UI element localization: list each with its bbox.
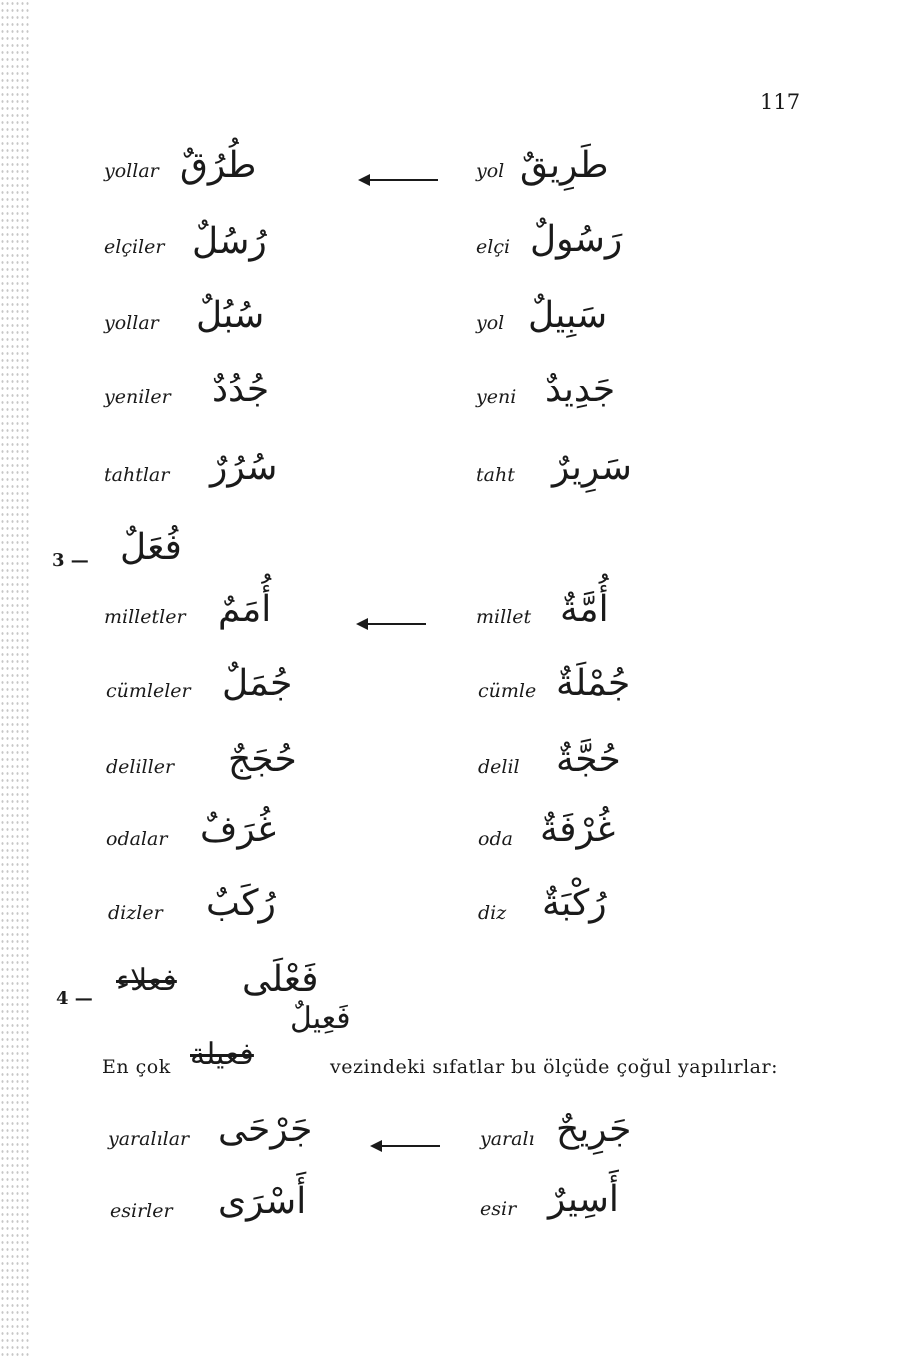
singular-arabic: جَدِيدٌ: [545, 369, 616, 410]
plural-translation: odalar: [106, 828, 168, 850]
singular-translation: yol: [476, 160, 505, 182]
singular-arabic: حُجَّةٌ: [556, 739, 621, 780]
singular-arabic: سَبِيلٌ: [528, 295, 608, 336]
plural-arabic: أُمَمٌ: [218, 589, 272, 630]
singular-translation: millet: [476, 606, 532, 628]
singular-arabic: جَرِيحٌ: [556, 1109, 632, 1150]
singular-arabic: رَسُولٌ: [530, 219, 623, 260]
arrow-left-icon: [356, 617, 426, 631]
singular-arabic: غُرْفَةٌ: [540, 809, 616, 850]
plural-translation: yaralılar: [108, 1128, 190, 1150]
plural-translation: milletler: [104, 606, 186, 628]
singular-translation: cümle: [478, 680, 537, 702]
plural-translation: elçiler: [104, 236, 165, 258]
plural-arabic: سُبُلٌ: [196, 295, 265, 336]
page-number: 117: [760, 90, 801, 114]
arrow-left-icon: [370, 1139, 440, 1153]
singular-arabic: رُكْبَةٌ: [542, 883, 607, 924]
plural-translation: yollar: [104, 160, 159, 182]
singular-translation: oda: [478, 828, 513, 850]
plural-translation: yollar: [104, 312, 159, 334]
plural-arabic: أَسْرَى: [218, 1181, 307, 1222]
singular-arabic: طَرِيقٌ: [520, 145, 609, 186]
section-pattern: فُعَلٌ: [120, 527, 182, 568]
singular-arabic: جُمْلَةٌ: [556, 663, 631, 704]
page-edge-shadow: [0, 0, 30, 1358]
plural-arabic: طُرُقٌ: [180, 145, 257, 186]
sentence-prefix: En çok: [102, 1056, 171, 1078]
singular-translation: yol: [476, 312, 505, 334]
plural-arabic: جُمَلٌ: [222, 663, 293, 704]
plural-arabic: رُسُلٌ: [192, 221, 267, 262]
singular-translation: delil: [478, 756, 520, 778]
singular-translation: taht: [476, 464, 515, 486]
singular-translation: yaralı: [480, 1128, 535, 1150]
sentence-text: vezindeki sıfatlar bu ölçüde çoğul yapılırlar:: [330, 1056, 778, 1078]
plural-arabic: جَرْحَى: [218, 1109, 313, 1150]
section-number: 4 —: [56, 988, 93, 1009]
plural-translation: dizler: [108, 902, 163, 924]
arrow-left-icon: [358, 173, 438, 187]
singular-translation: yeni: [476, 386, 517, 408]
plural-arabic: رُكَبٌ: [206, 883, 276, 924]
plural-arabic: جُدُدٌ: [212, 369, 270, 410]
crossed-out-pattern: فعيلة: [190, 1037, 254, 1072]
section-number: 3 —: [52, 550, 89, 571]
plural-translation: deliller: [106, 756, 175, 778]
crossed-out-pattern: فعلاء: [116, 963, 177, 998]
singular-arabic: أُمَّةٌ: [560, 589, 609, 630]
plural-translation: yeniler: [104, 386, 171, 408]
plural-arabic: غُرَفٌ: [200, 809, 277, 850]
section-pattern: فَعْلَى: [242, 959, 319, 1000]
singular-translation: esir: [480, 1198, 517, 1220]
singular-translation: diz: [478, 902, 507, 924]
plural-translation: esirler: [110, 1200, 173, 1222]
plural-arabic: حُجَجٌ: [228, 739, 297, 780]
singular-translation: elçi: [476, 236, 511, 258]
plural-translation: cümleler: [106, 680, 191, 702]
handwritten-pattern: فَعِيلٌ: [290, 1001, 351, 1036]
plural-arabic: سُرُرٌ: [210, 447, 278, 488]
singular-arabic: سَرِيرٌ: [552, 447, 632, 488]
singular-arabic: أَسِيرٌ: [548, 1179, 619, 1220]
plural-translation: tahtlar: [104, 464, 170, 486]
